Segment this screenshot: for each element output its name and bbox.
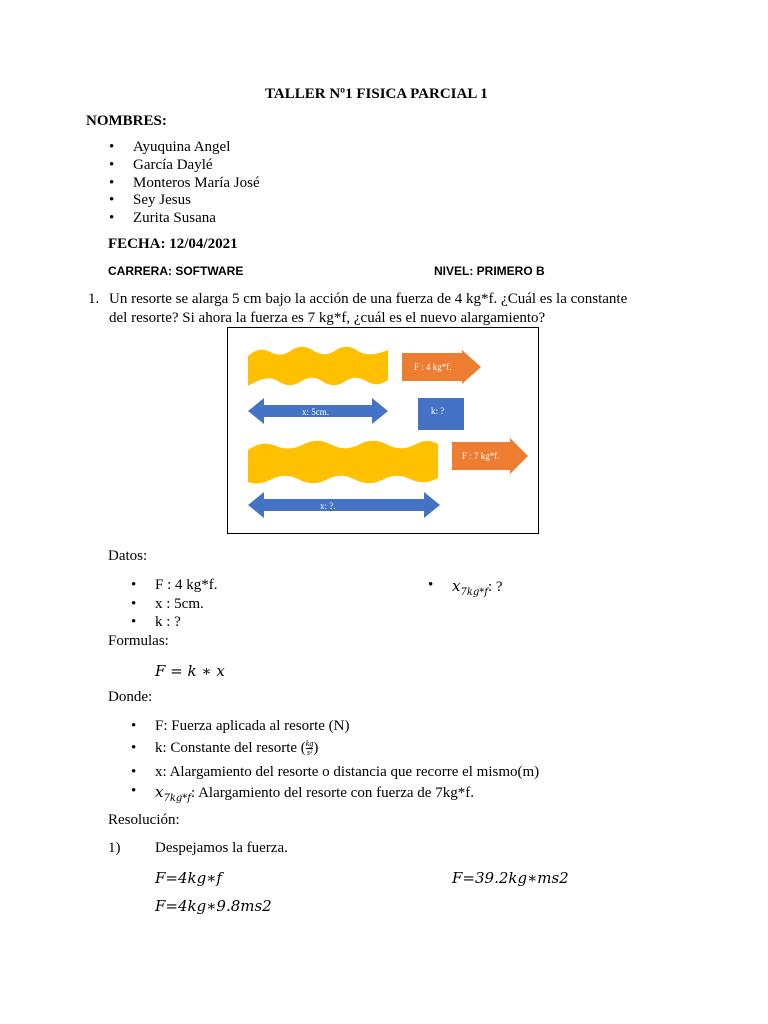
equation-2: F=39.2kg∗ms2 — [452, 869, 569, 887]
datos-item: • k : ? — [155, 614, 181, 631]
donde-label: Donde: — [108, 689, 153, 705]
datos-item: • F : 4 kg*f. — [155, 577, 218, 594]
name-item: • Monteros María José — [133, 175, 260, 192]
name-item: • Ayuquina Angel — [133, 139, 230, 156]
step-number: 1) — [108, 840, 121, 856]
length-arrow-2 — [248, 492, 440, 518]
names-label: NOMBRES: — [86, 113, 167, 129]
length-label-2: x: ?. — [320, 501, 336, 511]
datos-item-x7: • $x_{7kg*f}$: ? — [452, 577, 503, 598]
equation-1: F=4kg∗f — [155, 869, 222, 887]
name-item: • Zurita Susana — [133, 210, 216, 227]
k-label: k: ? — [431, 406, 445, 416]
length-label-1: x: 5cm. — [302, 407, 329, 417]
step-text: Despejamos la fuerza. — [155, 840, 288, 856]
force-label-1: F : 4 kg*f. — [414, 362, 452, 372]
problem-line-1: Un resorte se alarga 5 cm bajo la acción de una fuerza de 4 kg*f. ¿Cuál es la constante — [109, 291, 628, 307]
datos-item: • x : 5cm. — [155, 596, 204, 613]
name-item: • Sey Jesus — [133, 192, 191, 209]
def-x7: • $x_{7kg*f}$: Alargamiento del resorte con fuerza de 7kg*f. — [155, 783, 474, 804]
def-x: • x: Alargamiento del resorte o distancia que recorre el mismo(m) — [155, 764, 539, 781]
formulas-label: Formulas: — [108, 633, 169, 649]
datos-label: Datos: — [108, 548, 148, 564]
problem-number: 1. — [88, 291, 100, 307]
spring-bottom — [248, 441, 438, 484]
def-force: • F: Fuerza aplicada al resorte (N) — [155, 718, 350, 735]
spring-diagram — [228, 328, 538, 533]
page-title: TALLER Nº1 FISICA PARCIAL 1 — [265, 86, 488, 102]
spring-top — [248, 347, 388, 386]
level-label: NIVEL: PRIMERO B — [434, 264, 545, 278]
force-label-2: F : 7 kg*f. — [462, 451, 500, 461]
def-k: • k: Constante del resorte ( $\frac{kg}{\text{s²}}$ ) — [155, 740, 318, 757]
spring-figure — [227, 327, 539, 534]
date-label: FECHA: 12/04/2021 — [108, 236, 238, 252]
equation-3: F=4kg∗9.8ms2 — [155, 897, 272, 915]
name-item: • García Daylé — [133, 157, 213, 174]
career-label: CARRERA: SOFTWARE — [108, 264, 244, 278]
resolucion-label: Resolución: — [108, 812, 180, 828]
problem-line-2: del resorte? Si ahora la fuerza es 7 kg*f, ¿cuál es el nuevo alargamiento? — [109, 310, 546, 326]
main-formula: F = k ∗ x — [155, 662, 225, 680]
